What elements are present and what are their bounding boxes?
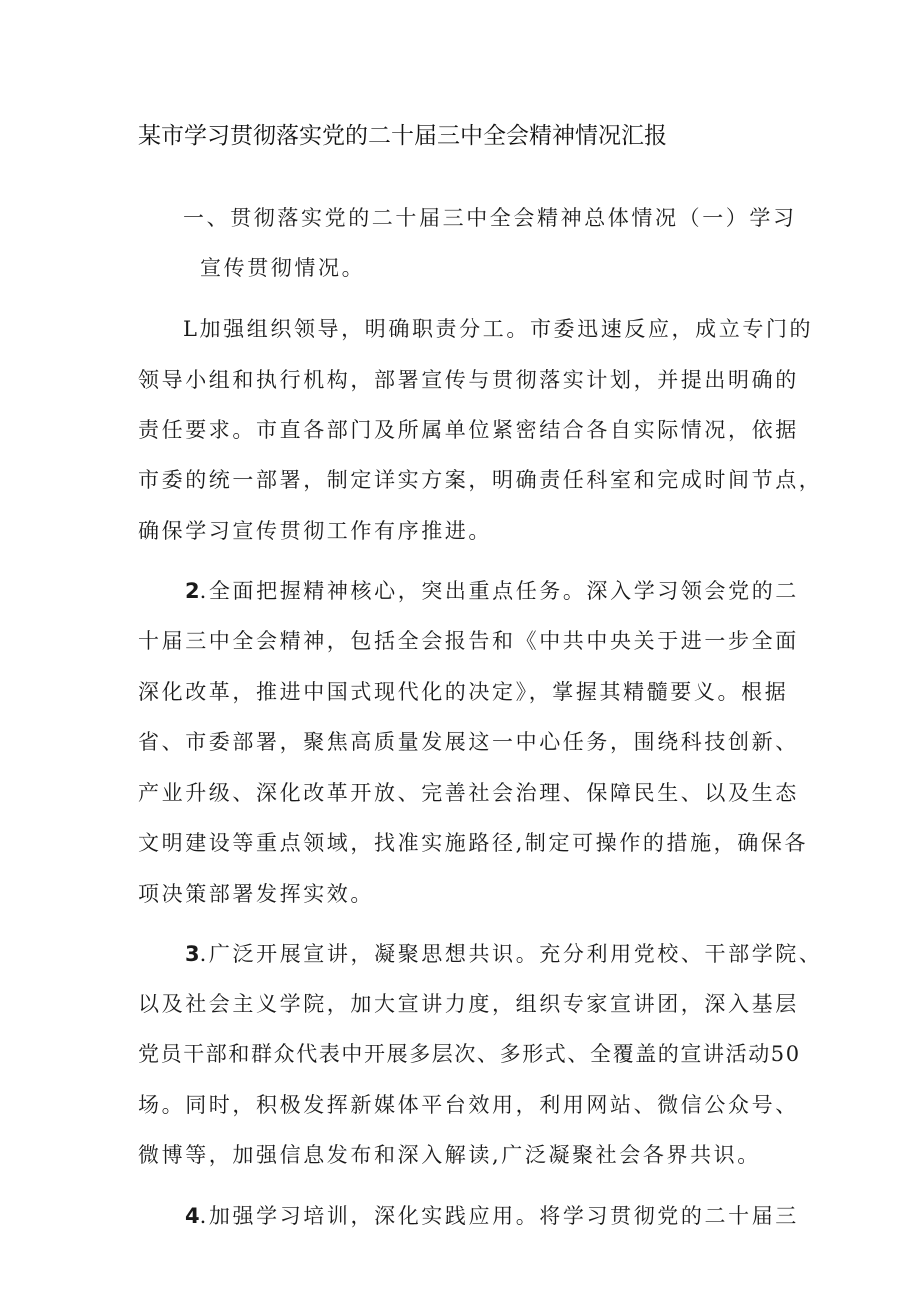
para3-line-3: 党员干部和群众代表中开展多层次、多形式、全覆盖的宣讲活动50	[138, 1042, 801, 1066]
para3-line-2: 以及社会主义学院，加大宣讲力度，组织专家宣讲团，深入基层	[138, 992, 799, 1016]
section-heading-line-2: 宣传贯彻情况。	[200, 256, 366, 280]
para2-number: 2	[185, 579, 200, 603]
para4-number: 4	[185, 1204, 200, 1228]
para3-line-1	[185, 938, 823, 968]
para2-line-4: 省、市委部署，聚焦高质量发展这一中心任务，围绕科技创新、	[138, 730, 799, 754]
document-title: 某市学习贯彻落实党的二十届三中全会精神情况汇报	[138, 123, 667, 149]
section-heading-line-1: 一、贯彻落实党的二十届三中全会精神总体情况（一）学习	[183, 206, 797, 230]
para3-line-1-text: .广泛开展宣讲，凝聚思想共识。充分利用党校、干部学院、	[199, 942, 823, 966]
para2-line-1	[185, 575, 799, 605]
para2-line-6: 文明建设等重点领域，找准实施路径,制定可操作的措施，确保各	[138, 831, 809, 855]
para2-line-1-text: .全面把握精神核心，突出重点任务。深入学习领会党的二	[199, 579, 799, 603]
para1-line-1: L加强组织领导，明确职责分工。市委迅速反应，成立专门的	[183, 317, 814, 341]
para3-number: 3	[185, 942, 200, 966]
para3-line-5: 微博等，加强信息发布和深入解读,广泛凝聚社会各界共识。	[138, 1143, 761, 1167]
para1-line-4: 市委的统一部署，制定详实方案，明确责任科室和完成时间节点，	[138, 468, 823, 492]
para1-line-3: 责任要求。市直各部门及所属单位紧密结合各自实际情况，依据	[138, 418, 799, 442]
para2-line-2: 十届三中全会精神，包括全会报告和《中共中央关于进一步全面	[138, 629, 799, 653]
para4-line-1-text: .加强学习培训，深化实践应用。将学习贯彻党的二十届三	[199, 1204, 799, 1228]
para2-line-3: 深化改革，推进中国式现代化的决定》，掌握其精髓要义。根据	[138, 680, 789, 704]
para4-line-1	[185, 1200, 799, 1230]
para1-line-2: 领导小组和执行机构，部署宣传与贯彻落实计划，并提出明确的	[138, 368, 799, 392]
para1-line-5: 确保学习宣传贯彻工作有序推进。	[138, 519, 492, 543]
para3-line-4: 场。同时，积极发挥新媒体平台效用，利用网站、微信公众号、	[138, 1093, 799, 1117]
para2-line-5: 产业升级、深化改革开放、完善社会治理、保障民生、以及生态	[138, 781, 799, 805]
para2-line-7: 项决策部署发挥实效。	[138, 882, 374, 906]
